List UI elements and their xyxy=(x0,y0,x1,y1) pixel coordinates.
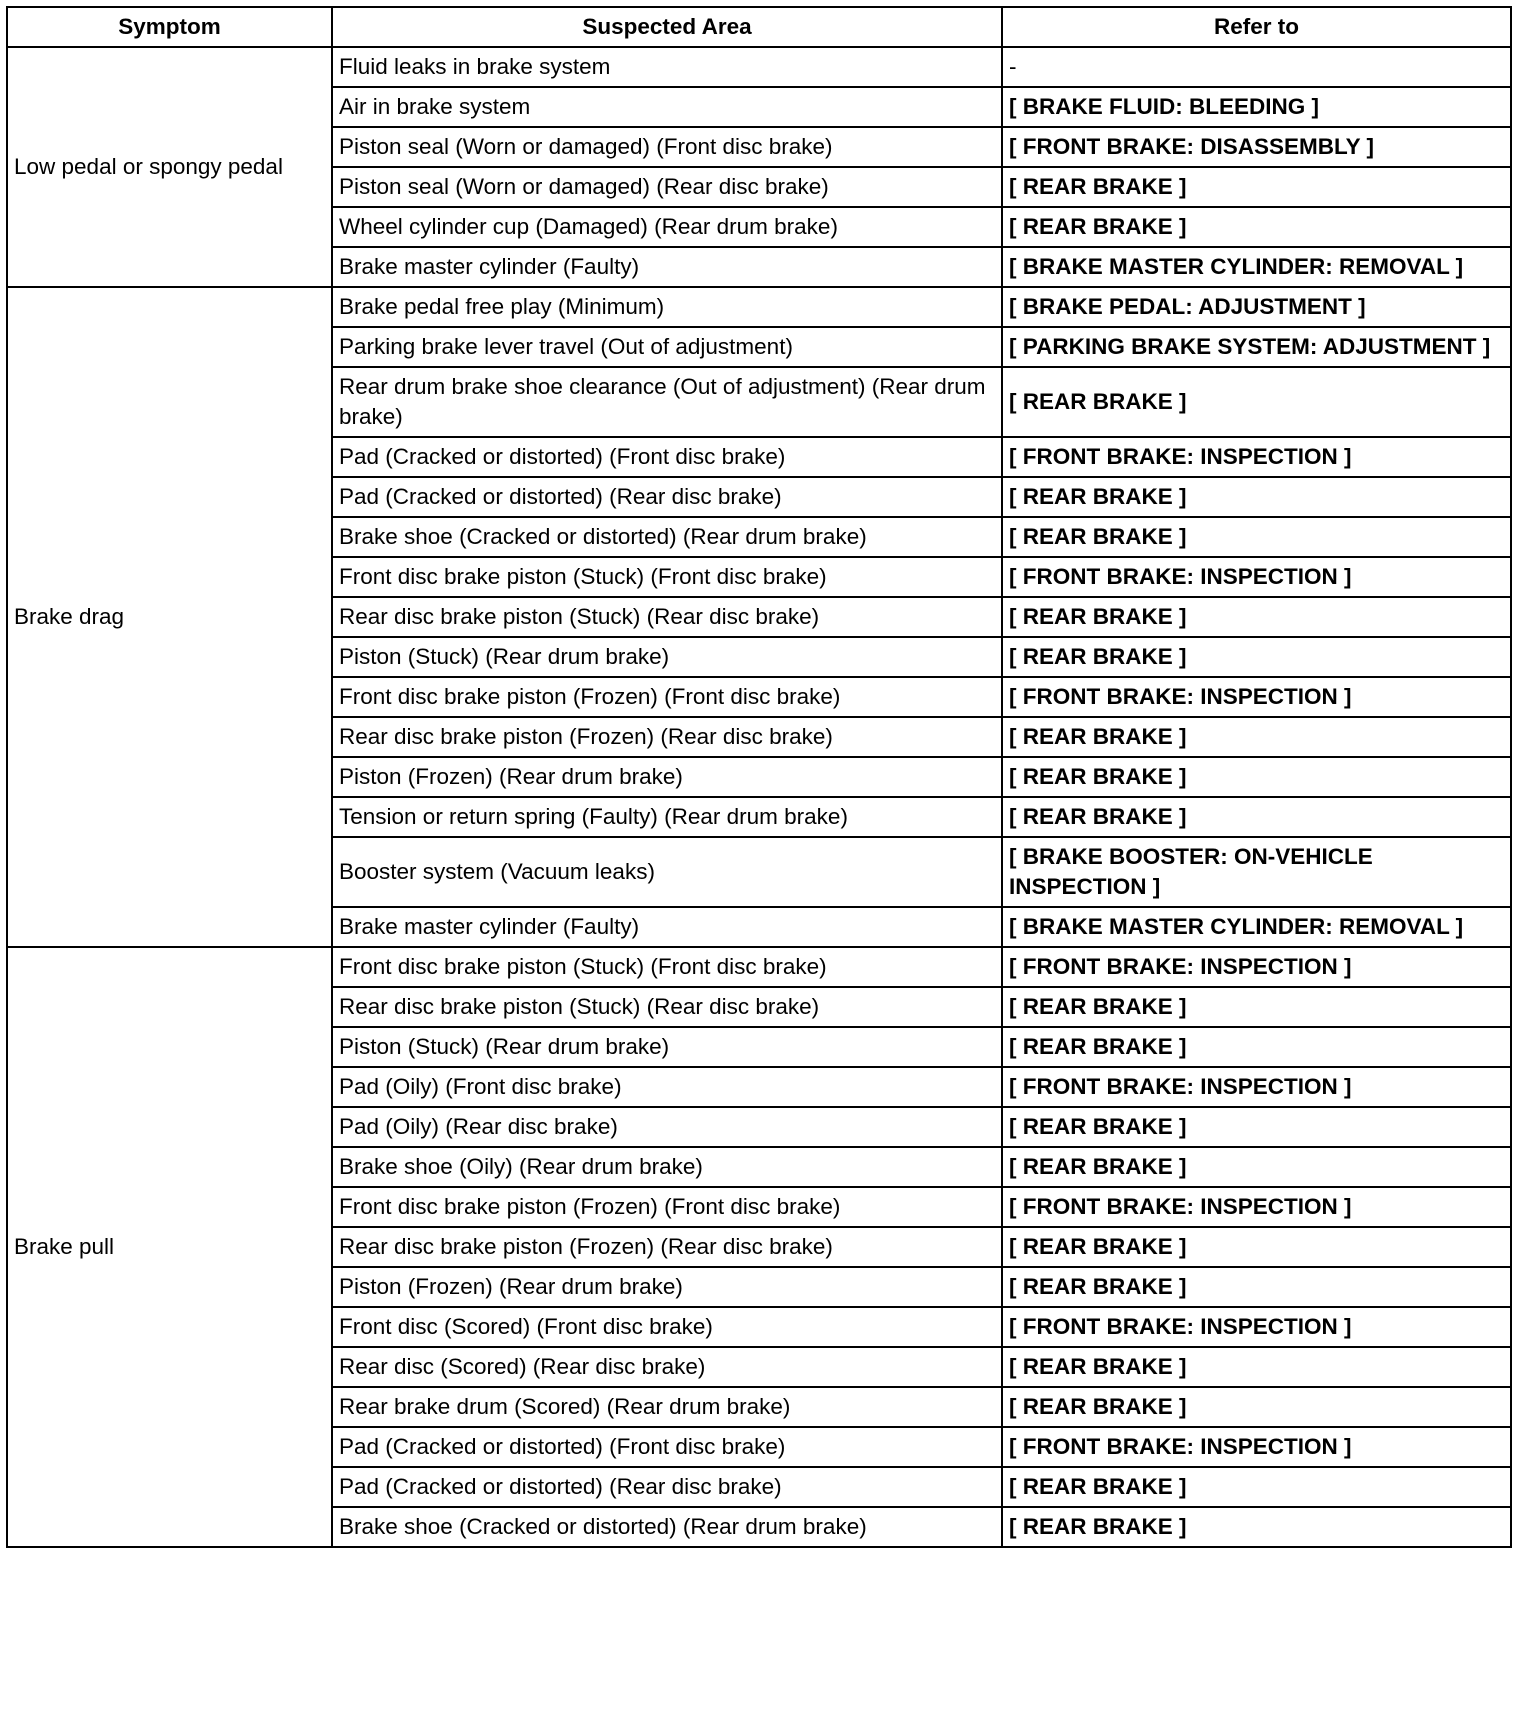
suspected-area-cell: Pad (Cracked or distorted) (Front disc brake) xyxy=(332,437,1002,477)
table-body xyxy=(7,47,1511,1547)
suspected-area-cell: Pad (Cracked or distorted) (Rear disc brake) xyxy=(332,477,1002,517)
table-row xyxy=(7,947,1511,987)
header-suspected-area: Suspected Area xyxy=(332,7,1002,47)
header-refer-to: Refer to xyxy=(1002,7,1511,47)
suspected-area-cell: Parking brake lever travel (Out of adjustment) xyxy=(332,327,1002,367)
suspected-area-cell: Fluid leaks in brake system xyxy=(332,47,1002,87)
suspected-area-cell: Brake pedal free play (Minimum) xyxy=(332,287,1002,327)
refer-to-cell: [ REAR BRAKE ] xyxy=(1002,1227,1511,1267)
suspected-area-cell: Rear disc brake piston (Stuck) (Rear disc brake) xyxy=(332,597,1002,637)
refer-to-cell: [ FRONT BRAKE: INSPECTION ] xyxy=(1002,1187,1511,1227)
refer-to-cell: [ REAR BRAKE ] xyxy=(1002,1347,1511,1387)
refer-to-cell: [ REAR BRAKE ] xyxy=(1002,597,1511,637)
refer-to-cell: [ PARKING BRAKE SYSTEM: ADJUSTMENT ] xyxy=(1002,327,1511,367)
suspected-area-cell: Pad (Cracked or distorted) (Rear disc brake) xyxy=(332,1467,1002,1507)
suspected-area-cell: Rear disc brake piston (Frozen) (Rear disc brake) xyxy=(332,717,1002,757)
suspected-area-cell: Front disc brake piston (Stuck) (Front disc brake) xyxy=(332,947,1002,987)
suspected-area-cell: Brake shoe (Cracked or distorted) (Rear drum brake) xyxy=(332,517,1002,557)
refer-to-cell: [ REAR BRAKE ] xyxy=(1002,757,1511,797)
refer-to-cell: [ REAR BRAKE ] xyxy=(1002,1467,1511,1507)
refer-to-cell: [ REAR BRAKE ] xyxy=(1002,1027,1511,1067)
refer-to-cell: [ REAR BRAKE ] xyxy=(1002,167,1511,207)
suspected-area-cell: Rear disc (Scored) (Rear disc brake) xyxy=(332,1347,1002,1387)
suspected-area-cell: Brake master cylinder (Faulty) xyxy=(332,247,1002,287)
refer-to-cell: [ FRONT BRAKE: INSPECTION ] xyxy=(1002,677,1511,717)
suspected-area-cell: Front disc brake piston (Frozen) (Front disc brake) xyxy=(332,1187,1002,1227)
refer-to-cell: - xyxy=(1002,47,1511,87)
refer-to-cell: [ REAR BRAKE ] xyxy=(1002,517,1511,557)
refer-to-cell: [ REAR BRAKE ] xyxy=(1002,1507,1511,1547)
suspected-area-cell: Wheel cylinder cup (Damaged) (Rear drum brake) xyxy=(332,207,1002,247)
refer-to-cell: [ REAR BRAKE ] xyxy=(1002,477,1511,517)
refer-to-cell: [ BRAKE MASTER CYLINDER: REMOVAL ] xyxy=(1002,247,1511,287)
refer-to-cell: [ REAR BRAKE ] xyxy=(1002,797,1511,837)
suspected-area-cell: Booster system (Vacuum leaks) xyxy=(332,837,1002,907)
suspected-area-cell: Brake master cylinder (Faulty) xyxy=(332,907,1002,947)
table-row xyxy=(7,47,1511,87)
refer-to-cell: [ FRONT BRAKE: INSPECTION ] xyxy=(1002,1427,1511,1467)
table-row xyxy=(7,287,1511,327)
refer-to-cell: [ BRAKE FLUID: BLEEDING ] xyxy=(1002,87,1511,127)
suspected-area-cell: Piston (Frozen) (Rear drum brake) xyxy=(332,757,1002,797)
suspected-area-cell: Rear drum brake shoe clearance (Out of adjustment) (Rear drum brake) xyxy=(332,367,1002,437)
refer-to-cell: [ BRAKE MASTER CYLINDER: REMOVAL ] xyxy=(1002,907,1511,947)
symptom-cell: Low pedal or spongy pedal xyxy=(7,47,332,287)
suspected-area-cell: Piston seal (Worn or damaged) (Rear disc brake) xyxy=(332,167,1002,207)
symptom-cell: Brake drag xyxy=(7,287,332,947)
suspected-area-cell: Brake shoe (Cracked or distorted) (Rear drum brake) xyxy=(332,1507,1002,1547)
refer-to-cell: [ REAR BRAKE ] xyxy=(1002,1267,1511,1307)
refer-to-cell: [ FRONT BRAKE: INSPECTION ] xyxy=(1002,557,1511,597)
suspected-area-cell: Front disc (Scored) (Front disc brake) xyxy=(332,1307,1002,1347)
suspected-area-cell: Rear disc brake piston (Frozen) (Rear disc brake) xyxy=(332,1227,1002,1267)
suspected-area-cell: Front disc brake piston (Stuck) (Front disc brake) xyxy=(332,557,1002,597)
refer-to-cell: [ FRONT BRAKE: INSPECTION ] xyxy=(1002,947,1511,987)
suspected-area-cell: Brake shoe (Oily) (Rear drum brake) xyxy=(332,1147,1002,1187)
suspected-area-cell: Pad (Oily) (Rear disc brake) xyxy=(332,1107,1002,1147)
suspected-area-cell: Rear brake drum (Scored) (Rear drum brake) xyxy=(332,1387,1002,1427)
refer-to-cell: [ REAR BRAKE ] xyxy=(1002,717,1511,757)
refer-to-cell: [ BRAKE BOOSTER: ON-VEHICLE INSPECTION ] xyxy=(1002,837,1511,907)
refer-to-cell: [ REAR BRAKE ] xyxy=(1002,1107,1511,1147)
refer-to-cell: [ FRONT BRAKE: INSPECTION ] xyxy=(1002,1307,1511,1347)
refer-to-cell: [ FRONT BRAKE: DISASSEMBLY ] xyxy=(1002,127,1511,167)
symptom-cell: Brake pull xyxy=(7,947,332,1547)
refer-to-cell: [ REAR BRAKE ] xyxy=(1002,987,1511,1027)
troubleshooting-table xyxy=(6,6,1512,1548)
suspected-area-cell: Piston seal (Worn or damaged) (Front disc brake) xyxy=(332,127,1002,167)
suspected-area-cell: Rear disc brake piston (Stuck) (Rear disc brake) xyxy=(332,987,1002,1027)
refer-to-cell: [ REAR BRAKE ] xyxy=(1002,637,1511,677)
suspected-area-cell: Tension or return spring (Faulty) (Rear drum brake) xyxy=(332,797,1002,837)
suspected-area-cell: Piston (Frozen) (Rear drum brake) xyxy=(332,1267,1002,1307)
header-symptom: Symptom xyxy=(7,7,332,47)
refer-to-cell: [ FRONT BRAKE: INSPECTION ] xyxy=(1002,1067,1511,1107)
suspected-area-cell: Piston (Stuck) (Rear drum brake) xyxy=(332,637,1002,677)
suspected-area-cell: Front disc brake piston (Frozen) (Front disc brake) xyxy=(332,677,1002,717)
suspected-area-cell: Pad (Oily) (Front disc brake) xyxy=(332,1067,1002,1107)
header-row xyxy=(7,7,1511,47)
suspected-area-cell: Piston (Stuck) (Rear drum brake) xyxy=(332,1027,1002,1067)
refer-to-cell: [ REAR BRAKE ] xyxy=(1002,1387,1511,1427)
suspected-area-cell: Pad (Cracked or distorted) (Front disc brake) xyxy=(332,1427,1002,1467)
refer-to-cell: [ REAR BRAKE ] xyxy=(1002,1147,1511,1187)
refer-to-cell: [ REAR BRAKE ] xyxy=(1002,207,1511,247)
refer-to-cell: [ REAR BRAKE ] xyxy=(1002,367,1511,437)
refer-to-cell: [ FRONT BRAKE: INSPECTION ] xyxy=(1002,437,1511,477)
suspected-area-cell: Air in brake system xyxy=(332,87,1002,127)
refer-to-cell: [ BRAKE PEDAL: ADJUSTMENT ] xyxy=(1002,287,1511,327)
